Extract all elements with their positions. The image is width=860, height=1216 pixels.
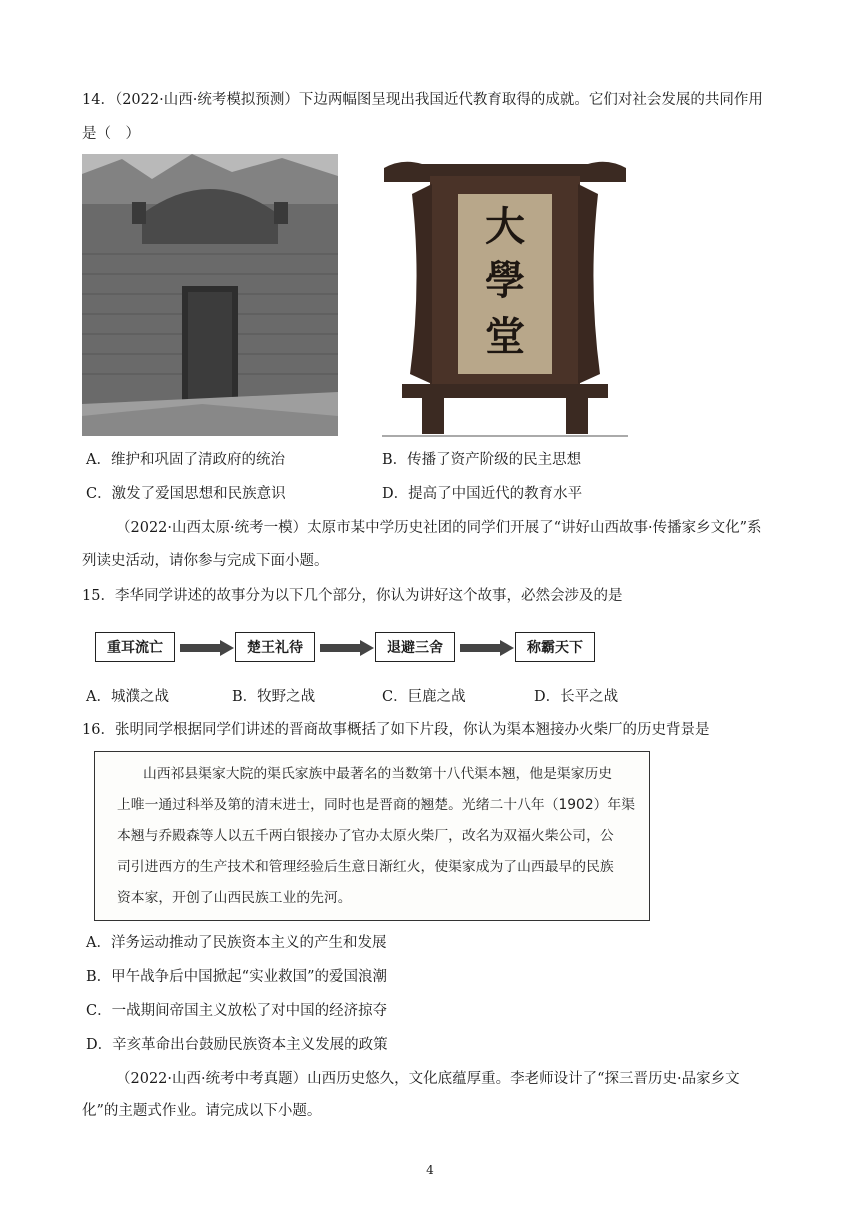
flow-step-3: 退避三舍 xyxy=(375,632,455,662)
passage-line-3: 本翘与乔殿森等人以五千两白银接办了官办太原火柴厂，改名为双福火柴公司，公 xyxy=(117,828,614,844)
q14-option-b: B．传播了资产阶级的民主思想 xyxy=(382,452,582,468)
q15-stem: 15．李华同学讲述的故事分为以下几个部分，你认为讲好这个故事，必然会涉及的是 xyxy=(82,588,623,604)
q16-option-a: A．洋务运动推动了民族资本主义的产生和发展 xyxy=(86,935,387,951)
q15-option-c: C．巨鹿之战 xyxy=(382,689,466,705)
q16-option-c: C．一战期间帝国主义放松了对中国的经济掠夺 xyxy=(86,1003,388,1019)
q14-stem-line1: 14．（2022·山西·统考模拟预测）下边两幅图呈现出我国近代教育取得的成就。它们对社会发展的共同作用 xyxy=(82,92,763,108)
q14-option-d: D．提高了中国近代的教育水平 xyxy=(382,486,583,502)
flow-step-1: 重耳流亡 xyxy=(95,632,175,662)
q14-option-a: A．维护和巩固了清政府的统治 xyxy=(86,452,285,468)
q16-option-d: D．辛亥革命出台鼓励民族资本主义发展的政策 xyxy=(86,1037,388,1053)
intro2-line2: 化”的主题式作业。请完成以下小题。 xyxy=(82,1103,322,1119)
intro1-line1: （2022·山西太原·统考一模）太原市某中学历史社团的同学们开展了“讲好山西故事·传播家乡文化”系 xyxy=(116,520,762,536)
flow-step-2: 楚王礼待 xyxy=(235,632,315,662)
university-plaque-image xyxy=(382,154,628,438)
passage-line-4: 司引进西方的生产技术和管理经验后生意日渐红火，使渠家成为了山西最早的民族 xyxy=(117,859,614,875)
flow-arrow-icon xyxy=(180,640,234,656)
passage-line-1: 山西祁县渠家大院的渠氏家族中最著名的当数第十八代渠本翘，他是渠家历史 xyxy=(143,766,613,782)
q14-option-c: C．激发了爱国思想和民族意识 xyxy=(86,486,286,502)
passage-line-2: 上唯一通过科举及第的清末进士，同时也是晋商的翘楚。光绪二十八年（1902）年渠 xyxy=(117,797,636,813)
q14-stem-line2: 是（ ） xyxy=(82,126,140,142)
jinshang-passage-box xyxy=(94,751,650,921)
plaque-char-3: 堂 xyxy=(485,314,525,360)
plaque-char-1: 大 xyxy=(485,204,525,250)
page-number: 4 xyxy=(426,1163,434,1177)
q15-option-a: A．城濮之战 xyxy=(86,689,169,705)
q16-option-b: B．甲午战争后中国掀起“实业救国”的爱国浪潮 xyxy=(86,969,387,985)
plaque-illustration xyxy=(382,154,628,438)
q15-option-d: D．长平之战 xyxy=(534,689,619,705)
intro2-line1: （2022·山西·统考中考真题）山西历史悠久，文化底蕴厚重。李老师设计了“探三晋历史·品家乡文 xyxy=(116,1071,740,1087)
flow-arrow-icon xyxy=(320,640,374,656)
story-flow-diagram xyxy=(95,630,600,666)
passage-line-5: 资本家，开创了山西民族工业的先河。 xyxy=(117,890,352,906)
plaque-char-2: 學 xyxy=(485,258,525,304)
school-gate-illustration xyxy=(82,154,338,436)
q16-stem: 16．张明同学根据同学们讲述的晋商故事概括了如下片段，你认为渠本翘接办火柴厂的历史背景是 xyxy=(82,722,710,738)
flow-step-4: 称霸天下 xyxy=(515,632,595,662)
school-gate-photo xyxy=(82,154,338,436)
intro1-line2: 列读史活动，请你参与完成下面小题。 xyxy=(82,553,329,569)
flow-arrow-icon xyxy=(460,640,514,656)
q15-option-b: B．牧野之战 xyxy=(232,689,316,705)
